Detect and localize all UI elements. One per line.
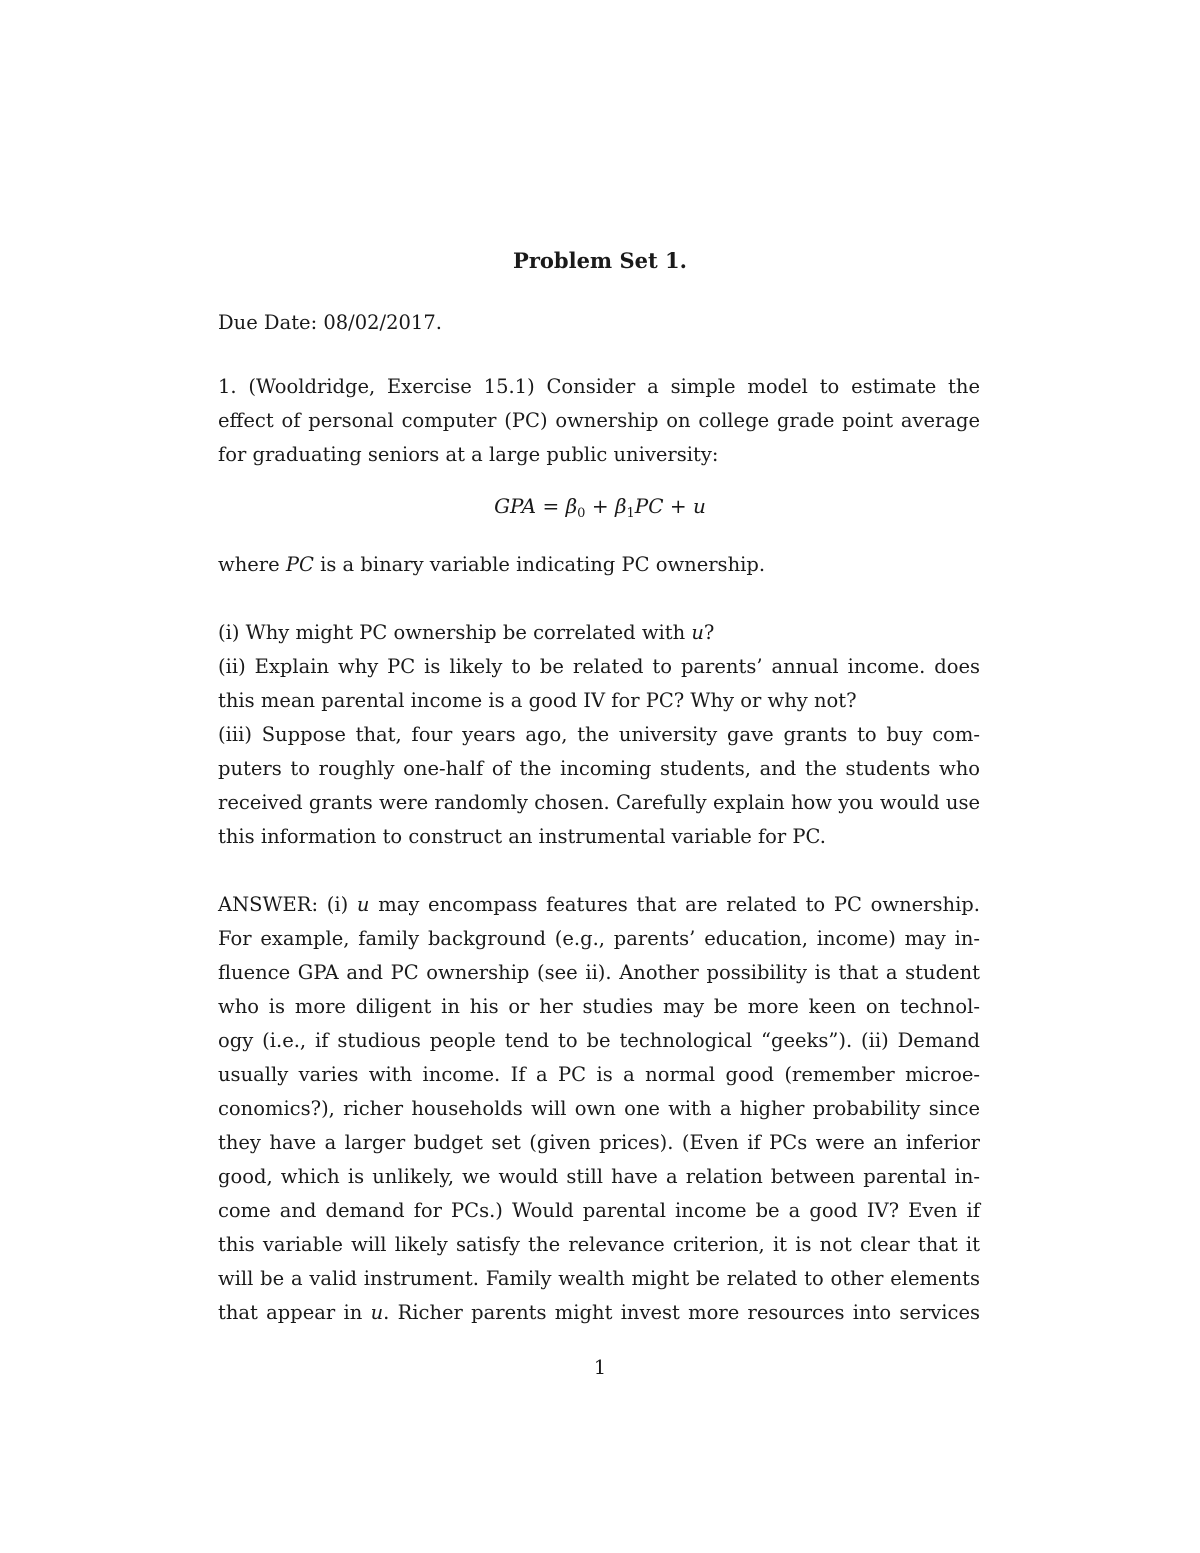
where-var: PC	[285, 553, 314, 576]
answer-line: fluence GPA and PC ownership (see ii). Another possibility is that a student	[218, 961, 980, 984]
answer-line: who is more diligent in his or her studies may be more keen on technol-	[218, 995, 980, 1018]
problem-intro-line: effect of personal computer (PC) ownership on college grade point average	[218, 409, 980, 432]
regression-equation	[0, 494, 1200, 521]
where-text: is a binary variable indicating PC ownership.	[313, 553, 766, 576]
answer-line: they have a larger budget set (given prices). (Even if PCs were an inferior	[218, 1131, 980, 1154]
eq-error-term: u	[693, 494, 706, 518]
due-date	[218, 306, 980, 340]
question-var: u	[691, 621, 704, 644]
answer-line: For example, family background (e.g., parents’ education, income) may in-	[218, 927, 980, 950]
answer-line: ogy (i.e., if studious people tend to be technological “geeks”). (ii) Demand	[218, 1029, 980, 1052]
question-i	[218, 616, 980, 650]
answer-line	[218, 888, 980, 922]
eq-plus: +	[591, 494, 609, 518]
question-iii: received grants were randomly chosen. Carefully explain how you would use	[218, 791, 980, 814]
due-date-text: Due Date: 08/02/2017.	[218, 311, 442, 334]
answer-line: conomics?), richer households will own one with a higher probability since	[218, 1097, 980, 1120]
eq-equals: =	[542, 494, 560, 518]
where-text: where	[218, 553, 286, 576]
answer-line	[218, 1296, 980, 1330]
eq-beta0: β	[565, 494, 578, 518]
eq-pc: PC	[634, 494, 664, 518]
question-ii: this mean parental income is a good IV for PC? Why or why not?	[218, 689, 857, 712]
answer-line: come and demand for PCs.) Would parental income be a good IV? Even if	[218, 1199, 980, 1222]
eq-beta1-subscript: 1	[626, 506, 635, 521]
eq-beta0-subscript: 0	[577, 506, 586, 521]
problem-set-title: Problem Set 1.	[513, 248, 687, 273]
answer-text: may encompass features that are related to PC ownership.	[369, 893, 980, 916]
question-ii: (ii) Explain why PC is likely to be related to parents’ annual income. does	[218, 655, 980, 678]
problem-intro-line: for graduating seniors at a large public university:	[218, 443, 719, 466]
answer-var: u	[370, 1301, 384, 1324]
answer-text: ANSWER: (i)	[218, 893, 357, 916]
question-text: (i) Why might PC ownership be correlated with	[218, 621, 692, 644]
answer	[218, 888, 980, 1330]
question-iii: puters to roughly one-half of the incoming students, and the students who	[218, 757, 980, 780]
eq-plus: +	[669, 494, 687, 518]
answer-line: good, which is unlikely, we would still have a relation between parental in-	[218, 1165, 980, 1188]
answer-text: . Richer parents might invest more resources into services	[383, 1301, 981, 1324]
where-clause	[218, 548, 980, 582]
questions	[218, 616, 980, 854]
answer-line: usually varies with income. If a PC is a normal good (remember microe-	[218, 1063, 980, 1086]
problem-intro-line: 1. (Wooldridge, Exercise 15.1) Consider a simple model to estimate the	[218, 375, 980, 398]
question-iii: (iii) Suppose that, four years ago, the university gave grants to buy com-	[218, 723, 980, 746]
eq-lhs: GPA	[494, 494, 537, 518]
answer-line: will be a valid instrument. Family wealth might be related to other elements	[218, 1267, 980, 1290]
page-number: 1	[593, 1356, 607, 1379]
question-text: ?	[703, 621, 715, 644]
problem-1-intro	[218, 370, 980, 472]
answer-line: this variable will likely satisfy the relevance criterion, it is not clear that it	[218, 1233, 980, 1256]
question-iii: this information to construct an instrumental variable for PC.	[218, 825, 826, 848]
eq-beta1: β	[614, 494, 627, 518]
where-line	[218, 548, 980, 582]
answer-text: that appear in	[218, 1301, 371, 1324]
answer-var: u	[356, 893, 370, 916]
